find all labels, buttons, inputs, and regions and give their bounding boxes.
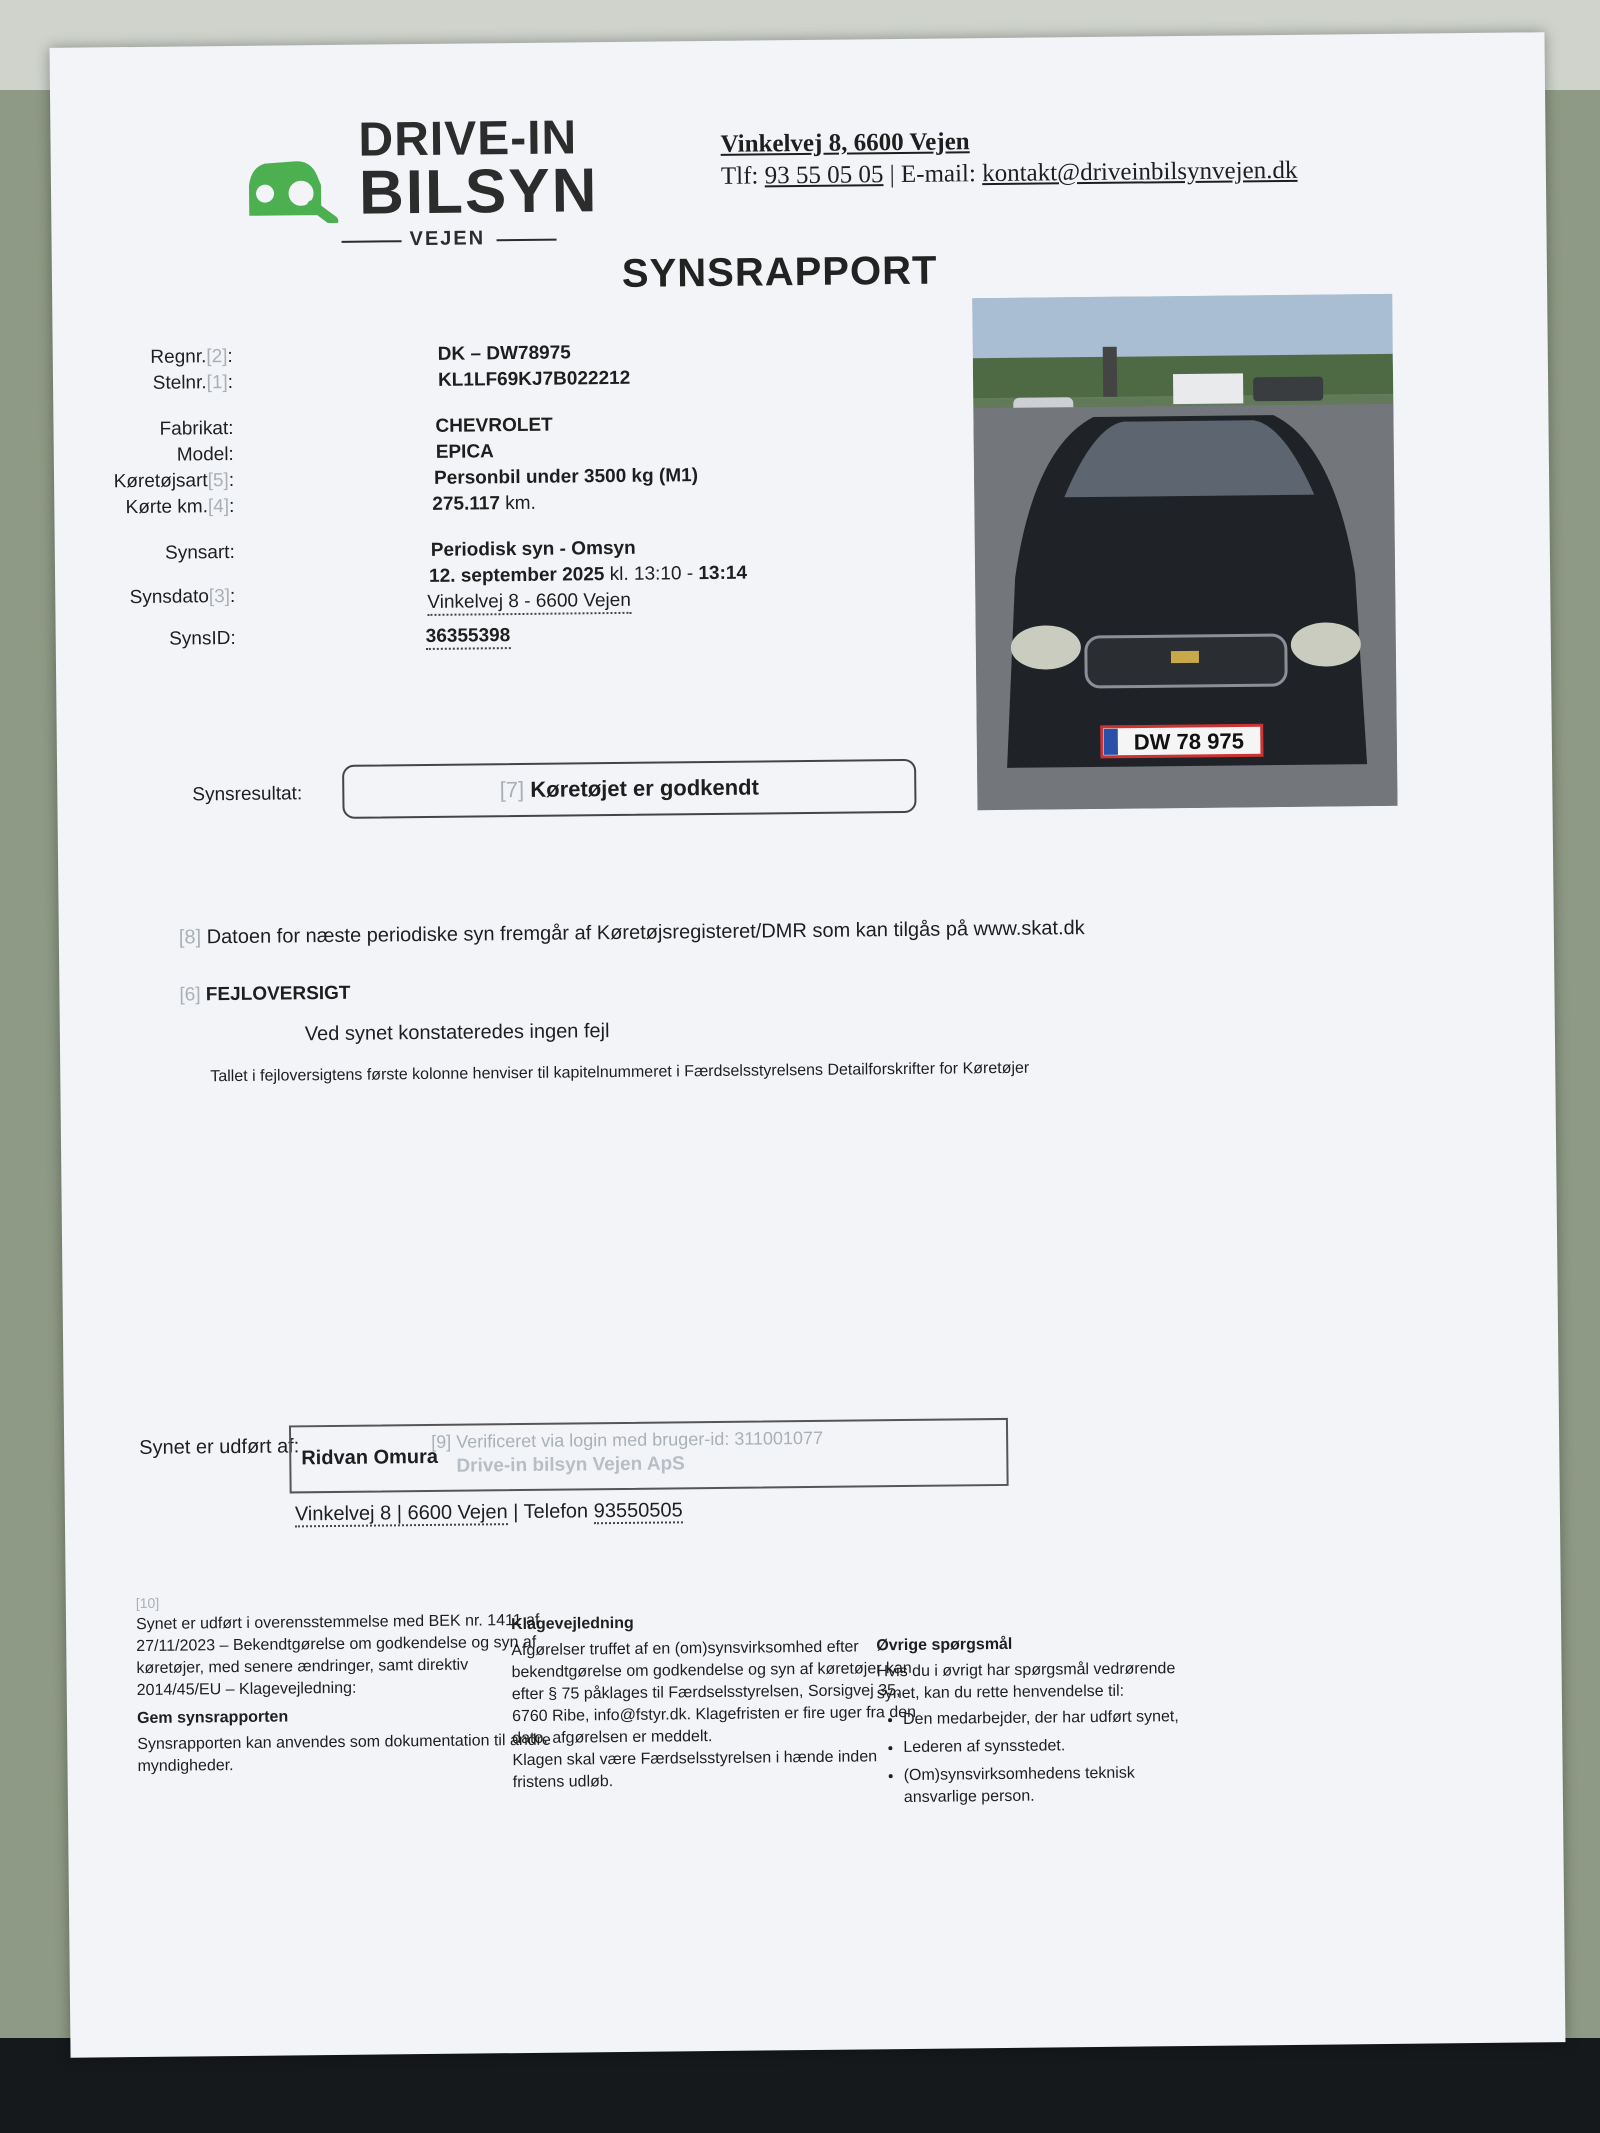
result-box [342,759,917,819]
stelnr-value: KL1LF69KJ7B022212 [437,367,631,391]
logo-text-vejen: VEJEN [409,227,486,251]
inspector-address[interactable]: Vinkelvej 8 | 6600 Vejen [294,1501,508,1526]
synsdato-kl: kl. 13:10 - [609,563,694,586]
synsid-value[interactable]: 36355398 [426,625,511,650]
contact-list [877,1706,1208,1809]
license-plate: DW 78 975 [1133,728,1245,755]
synsdato-end: 13:14 [698,562,748,585]
company-logo [240,102,601,251]
contact-info [720,123,1297,193]
phone-label: Tlf: [720,162,759,190]
km-unit: km. [505,492,536,515]
result-value: Køretøjet er godkendt [530,774,760,802]
result-ref: [7] [499,776,525,803]
legal-text: Synet er udført i overensstemmelse med BEK nr. 1411 af 27/11/2023 – Bekendtgørelse om godkendelse og syn af køretøjer, med senere ændringer, samt direktiv 2014/45/EU – Klagevejledning: [135,1611,540,1700]
contact-address: Vinkelvej 8, 6600 Vejen [720,128,970,158]
inspector-name: Ridvan Omura [301,1445,439,1470]
synsdato-date: 12. september 2025 [428,564,605,587]
report-title: SYNSRAPPORT [621,248,938,296]
questions-text: Hvis du i øvrigt har spørgsmål vedrørende synet, kan du rette henvendelse til: [876,1660,1176,1703]
regnr-value: DK – DW78975 [437,342,571,365]
complaint-text: Afgørelser truffet af en (om)synsvirksomhed efter bekendtgørelse om godkendelse og syn af køretøjer kan efter § 75 påklages til Færdselsstyrelsen, Sorsigvej 35, 6760 Ribe, info@fstyr.dk. Klagefristen er fire uger fra den dato, afgørelsen er meddelt. [511,1638,917,1748]
synsdato-place[interactable]: Vinkelvej 8 - 6600 Vejen [427,590,631,616]
inspector-phone-label: | Telefon [513,1500,589,1524]
inspector-phone[interactable]: 93550505 [593,1499,683,1523]
model-value: EPICA [435,441,494,463]
car-search-icon [241,145,342,224]
questions-column [876,1626,1208,1815]
car-photo-drawing [972,294,1397,810]
defects-footnote: Tallet i fejloversigtens første kolonne henviser til kapitelnummeret i Færdselsstyrelsens Detailforskrifter for Køretøjer [210,1059,1030,1086]
logo-text-bilsyn: BILSYN [358,156,599,228]
phone-link[interactable]: 93 55 05 05 [764,161,884,190]
inspection-report-paper: DRIVE-IN BILSYN VEJEN Vinkelvej 8, 6600 Vejen Tlf: 93 55 05 05 | E-mail: kontakt@driveinbilsynvejen.dk SYNSRAPPORT Regnr.[2]: DK – DW78975 Stelnr.[1]: KL1LF69KJ7B022212 Fabrikat: CHEVROLET Model: EPICA Køretøjsart[5]: Personbil under 3500 kg (M1) Kørte km.[4]: 275.117 km. Synsart: Periodisk syn - Omsyn 12. september 2025 kl. 13:10 - 13:14 Synsdato[3]: Vinkelvej 8 - 6600 Vejen SynsID: 36355398 DW 78 975 Synsresultat: [7] Køretøjet er godkendt [8] Datoen for næste periodiske syn fremgår af Køretøjsregisteret/DMR som kan tilgås på www.skat.dk [6] FEJLOVERSIGT Ved synet konstateredes ingen fejl Tallet i fejloversigtens første kolonne henviser til kapitelnummeret i Færdselsstyrelsens Detailforskrifter for Køretøjer Synet er udført af: Ridvan Omura [9] Verificeret via login med bruger-id: 311001077 Drive-in bilsyn Vejen ApS Vinkelvej 8 | 6600 Vejen | Telefon 93550505 [10] Synet er udført i overensstemmelse med BEK nr. 1411 af 27/11/2023 – Bekendtgørelse om godkendelse og syn af køretøjer, med senere ændringer, samt direktiv 2014/45/EU – Klagevejledning: Gem synsrapporten Synsrapporten kan anvendes som dokumentation til andre myndigheder. Klagevejledning Afgørelser truffet af en (om)synsvirksomhed efter bekendtgørelse om godkendelse og syn af køretøjer kan efter § 75 påklages til Færdselsstyrelsen, Sorsigvej 35, 6760 Ribe, info@fstyr.dk. Klagefristen er fire uger fra den dato, afgørelsen er meddelt. Klagen skal være Færdselsstyrelsen i hænde inden fristens udløb. Øvrige spørgsmål Hvis du i øvrigt har spørgsmål vedrørende synet, kan du rette henvendelse til: • Den medarbejder, der har udført synet, • Lederen af synsstedet. • (Om)synsvirksomhedens teknisk ansvarlige person. [50,32,1566,2058]
inspector-box [289,1418,1009,1494]
inspector-label: Synet er udført af: [139,1435,300,1460]
logo-divider-right [497,239,557,242]
legal-ref: [10] [135,1594,160,1612]
km-value: 275.117 [432,493,501,515]
inspector-address-line [295,1499,683,1526]
result-label: Synsresultat: [192,783,303,806]
logo-text-drive-in: DRIVE-IN [358,111,578,167]
inspector-company: Drive-in bilsyn Vejen ApS [456,1453,685,1477]
synsart-value: Periodisk syn - Omsyn [430,537,636,561]
koretojsart-value: Personbil under 3500 kg (M1) [433,465,699,489]
no-defects-text: Ved synet konstateredes ingen fejl [304,1020,610,1046]
list-item: • Den medarbejder, der har udført synet, [903,1706,1207,1731]
save-report-heading: Gem synsrapporten [136,1708,289,1728]
next-inspection-note: [8] Datoen for næste periodiske syn fremgår af Køretøjsregisteret/DMR som kan tilgås på www.skat.dk [178,917,1085,949]
vehicle-photo [972,294,1397,810]
fabrikat-value: CHEVROLET [435,414,553,437]
complaint-text-2: Klagen skal være Færdselsstyrelsen i hænde inden fristens udløb. [512,1748,878,1792]
defects-heading: [6] FEJLOVERSIGT [179,982,351,1006]
complaint-heading: Klagevejledning [510,1614,634,1634]
next-inspection-text: Datoen for næste periodiske syn fremgår af Køretøjsregisteret/DMR som kan tilgås på www.skat.dk [206,917,1085,949]
email-link[interactable]: kontakt@driveinbilsynvejen.dk [981,156,1298,188]
complaint-column [511,1604,933,1794]
list-item: • (Om)synsvirksomhedens teknisk ansvarlige person. [904,1762,1208,1809]
inspector-verified: [9] Verificeret via login med bruger-id: 311001077 [431,1427,824,1452]
email-label: | E-mail: [889,160,977,189]
questions-heading: Øvrige spørgsmål [876,1635,1013,1655]
save-report-text: Synsrapporten kan anvendes som dokumentation til andre myndigheder. [137,1731,551,1776]
list-item: • Lederen af synsstedet. [903,1734,1207,1759]
logo-divider-left [342,240,402,243]
legal-column [136,1588,558,1778]
